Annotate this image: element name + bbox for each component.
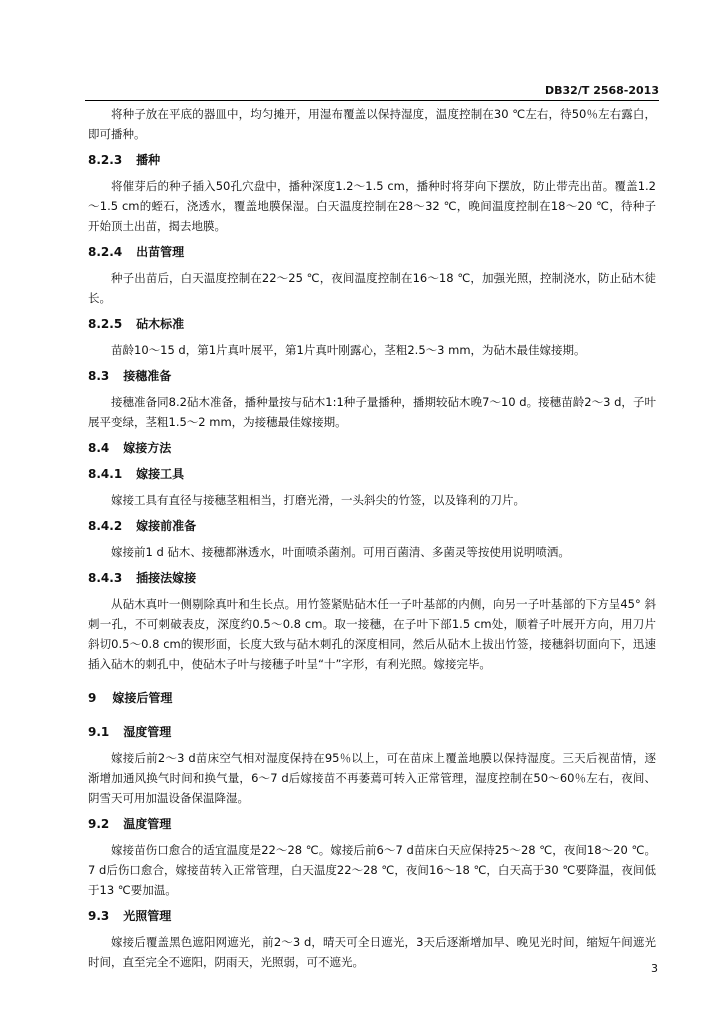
section-title: 嫁接工具 xyxy=(136,467,185,481)
paragraph: 苗龄10～15 d，第1片真叶展平，第1片真叶刚露心，茎粗2.5～3 mm，为砧木最佳嫁接期。 xyxy=(111,343,586,357)
section-number: 8.3 xyxy=(88,369,110,383)
section-number: 8.4.3 xyxy=(88,571,123,585)
section-title: 砧木标准 xyxy=(136,317,185,331)
paragraph: 接穗准备同8.2砧木准备，播种量按与砧木1:1种子量播种，播期较砧木晚7～10 d。接穗苗龄2～3 d，子叶展平变绿，茎粗1.5～2 mm，为接穗最佳嫁接期。 xyxy=(88,395,656,429)
section-number: 9 xyxy=(88,691,97,705)
section-title: 接穗准备 xyxy=(123,369,172,383)
document-body xyxy=(88,104,656,972)
section-heading-8-2-5 xyxy=(88,314,656,334)
section-heading-8-4-3 xyxy=(88,568,656,588)
section-heading-8-4-2 xyxy=(88,516,656,536)
section-title: 温度管理 xyxy=(123,817,172,831)
paragraph: 从砧木真叶一侧剔除真叶和生长点。用竹签紧贴砧木任一子叶基部的内侧，向另一子叶基部的下方呈45° 斜刺一孔，不可刺破表皮，深度约0.5～0.8 cm。取一接穗，在子叶下部1.5 cm处，顺着子叶展开方向，用刀片斜切0.5～0.8 cm的锲形面，长度大致与砧木刺孔的深度相同，然后从砧木上拔出竹签，接穗斜切面向下，迅速插入砧木的刺孔中，使砧木子叶与接穗子叶呈“十”字形，有利光照。嫁接完毕。 xyxy=(88,597,656,671)
page-number: 3 xyxy=(651,962,658,975)
section-number: 9.2 xyxy=(88,817,110,831)
section-title: 插接法嫁接 xyxy=(136,571,197,585)
section-heading-9-3 xyxy=(88,906,656,926)
chapter-heading-9 xyxy=(88,688,656,708)
section-number: 8.2.4 xyxy=(88,245,123,259)
section-heading-8-3 xyxy=(88,366,656,386)
paragraph: 嫁接工具有直径与接穗茎粗相当，打磨光滑，一头斜尖的竹签，以及锋利的刀片。 xyxy=(111,493,525,507)
section-heading-8-2-3 xyxy=(88,150,656,170)
section-heading-9-2 xyxy=(88,814,656,834)
section-title: 光照管理 xyxy=(123,909,172,923)
paragraph: 将种子放在平底的器皿中，均匀摊开，用湿布覆盖以保持湿度，温度控制在30 ℃左右，待50％左右露白，即可播种。 xyxy=(88,107,656,141)
paragraph: 嫁接前1 d 砧木、接穗都淋透水，叶面喷杀菌剂。可用百菌清、多菌灵等按使用说明喷洒。 xyxy=(111,545,570,559)
document-id-header: DB32/T 2568-2013 xyxy=(545,84,659,97)
section-number: 8.4.2 xyxy=(88,519,123,533)
paragraph: 将催芽后的种子插入50孔穴盘中，播种深度1.2～1.5 cm，播种时将芽向下摆放，防止带壳出苗。覆盖1.2～1.5 cm的蛭石，浇透水，覆盖地膜保湿。白天温度控制在28～32 ℃，晚间温度控制在18～20 ℃，待种子开始顶土出苗，揭去地膜。 xyxy=(88,179,656,233)
section-title: 播种 xyxy=(136,153,161,167)
section-number: 8.4.1 xyxy=(88,467,123,481)
section-title: 湿度管理 xyxy=(123,725,172,739)
section-heading-8-4-1 xyxy=(88,464,656,484)
paragraph: 种子出苗后，白天温度控制在22～25 ℃，夜间温度控制在16～18 ℃，加强光照，控制浇水，防止砧木徒长。 xyxy=(88,271,656,305)
section-title: 嫁接前准备 xyxy=(136,519,197,533)
section-heading-8-4 xyxy=(88,438,656,458)
paragraph: 嫁接苗伤口愈合的适宜温度是22～28 ℃。嫁接后前6～7 d苗床白天应保持25～28 ℃，夜间18～20 ℃。7 d后伤口愈合，嫁接苗转入正常管理，白天温度22～28 ℃，夜间16～18 ℃，白天高于30 ℃要降温，夜间低于13 ℃要加温。 xyxy=(88,843,656,897)
header-rule xyxy=(85,100,659,101)
section-heading-8-2-4 xyxy=(88,242,656,262)
section-title: 出苗管理 xyxy=(136,245,185,259)
section-number: 8.2.3 xyxy=(88,153,123,167)
section-number: 8.4 xyxy=(88,441,110,455)
paragraph: 嫁接后覆盖黑色遮阳网遮光，前2～3 d，晴天可全日遮光，3天后逐渐增加早、晚见光时间，缩短午间遮光时间，直至完全不遮阳，阴雨天，光照弱，可不遮光。 xyxy=(88,935,656,969)
section-title: 嫁接后管理 xyxy=(112,691,173,705)
section-number: 9.1 xyxy=(88,725,110,739)
paragraph: 嫁接后前2～3 d苗床空气相对湿度保持在95％以上，可在苗床上覆盖地膜以保持湿度。三天后视苗情，逐渐增加通风换气时间和换气量，6～7 d后嫁接苗不再萎蔫可转入正常管理，湿度控制在50～60％左右，夜间、阴雪天可用加温设备保温降湿。 xyxy=(88,751,656,805)
section-heading-9-1 xyxy=(88,722,656,742)
section-title: 嫁接方法 xyxy=(123,441,172,455)
section-number: 9.3 xyxy=(88,909,110,923)
section-number: 8.2.5 xyxy=(88,317,123,331)
